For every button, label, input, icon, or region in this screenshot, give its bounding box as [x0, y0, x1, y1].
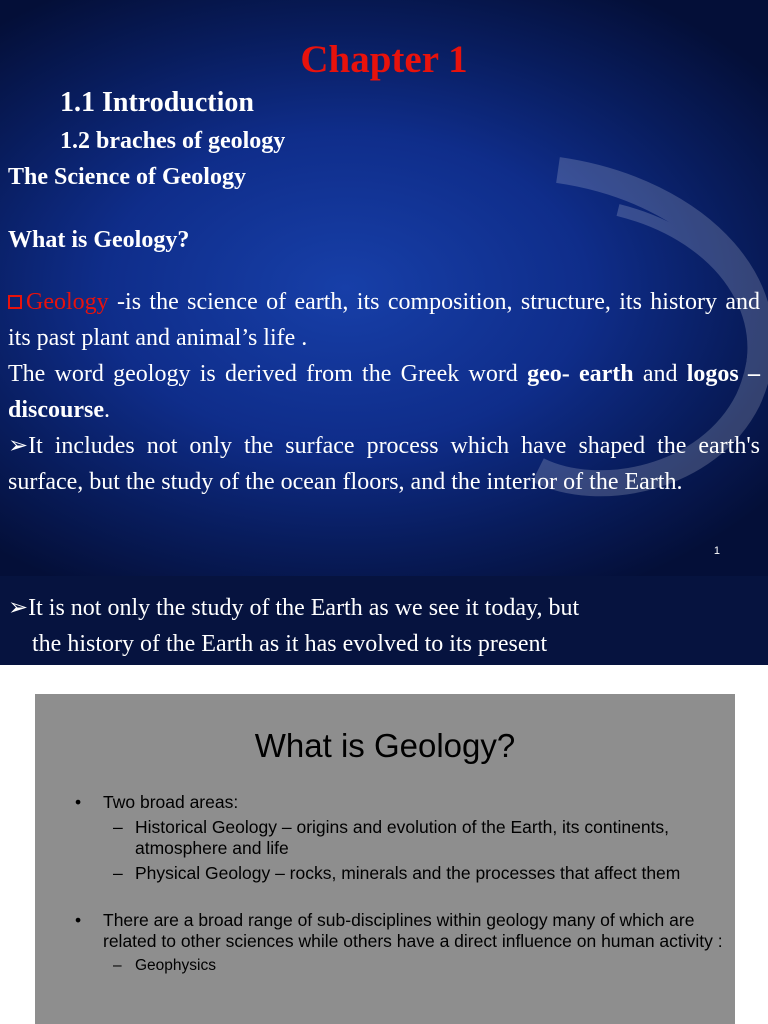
dash-bullet-icon: – [113, 817, 123, 837]
geology-term: Geology [26, 289, 109, 315]
etymology-text: The word geology is derived from the Greek word [8, 361, 528, 387]
history-line-1 [8, 590, 760, 626]
heading-what-is-geology: What is Geology? [8, 227, 190, 253]
square-bullet-icon [8, 295, 22, 309]
heading-branches: 1.2 braches of geology [60, 128, 286, 154]
sub-list-item [35, 863, 735, 884]
history-text-1: It is not only the study of the Earth as we see it today, but [28, 595, 580, 621]
dash-bullet-icon: – [113, 863, 123, 883]
list-item [35, 792, 735, 813]
scope-text: It includes not only the surface process which have shaped the earth's surface, but the study of the ocean floors, and the interior of the Earth. [8, 433, 760, 495]
slide-2 [0, 576, 768, 665]
bullet-text: There are a broad range of sub-disciplines within geology many of which are related to other sciences while others have a direct influence on human activity : [103, 910, 723, 951]
heading-science-of-geology: The Science of Geology [8, 164, 246, 190]
arrow-bullet-icon: ➢ [8, 595, 29, 621]
slide-3-title: What is Geology? [254, 727, 516, 764]
slide-3-list [35, 792, 735, 976]
sub-bullet-text: Historical Geology – origins and evolution of the Earth, its continents, atmosphere and life [135, 817, 670, 858]
etymology-geo: geo- earth [527, 361, 634, 387]
dash-bullet-icon: – [113, 957, 122, 974]
bullet-text: Two broad areas: [103, 792, 239, 812]
etymology-period: . [104, 397, 110, 423]
etymology-and: and [633, 361, 687, 387]
dot-bullet-icon: • [75, 910, 82, 930]
slide-1-body [8, 284, 760, 500]
dot-bullet-icon: • [75, 792, 82, 812]
chapter-title: Chapter 1 [300, 38, 468, 81]
sub-bullet-text: Physical Geology – rocks, minerals and the processes that affect them [135, 863, 681, 883]
definition-text: -is the science of earth, its composition, structure, its history and its past plant and animal’s life . [8, 289, 760, 351]
page-number: 1 [713, 545, 720, 557]
slide-3 [35, 694, 735, 1024]
sub-list-item [35, 955, 735, 976]
history-line-2: the history of the Earth as it has evolved to its present [32, 631, 548, 657]
heading-introduction: 1.1 Introduction [60, 87, 254, 118]
slide-2-body [8, 590, 760, 662]
etymology-logos: logos –discourse [8, 361, 761, 423]
definition-paragraph [8, 284, 760, 356]
sub-bullet-text: Geophysics [135, 957, 216, 974]
arrow-bullet-icon: ➢ [8, 433, 29, 459]
list-item [35, 910, 735, 952]
sub-list-item [35, 817, 735, 859]
scope-paragraph [8, 428, 760, 500]
etymology-paragraph [8, 356, 760, 428]
